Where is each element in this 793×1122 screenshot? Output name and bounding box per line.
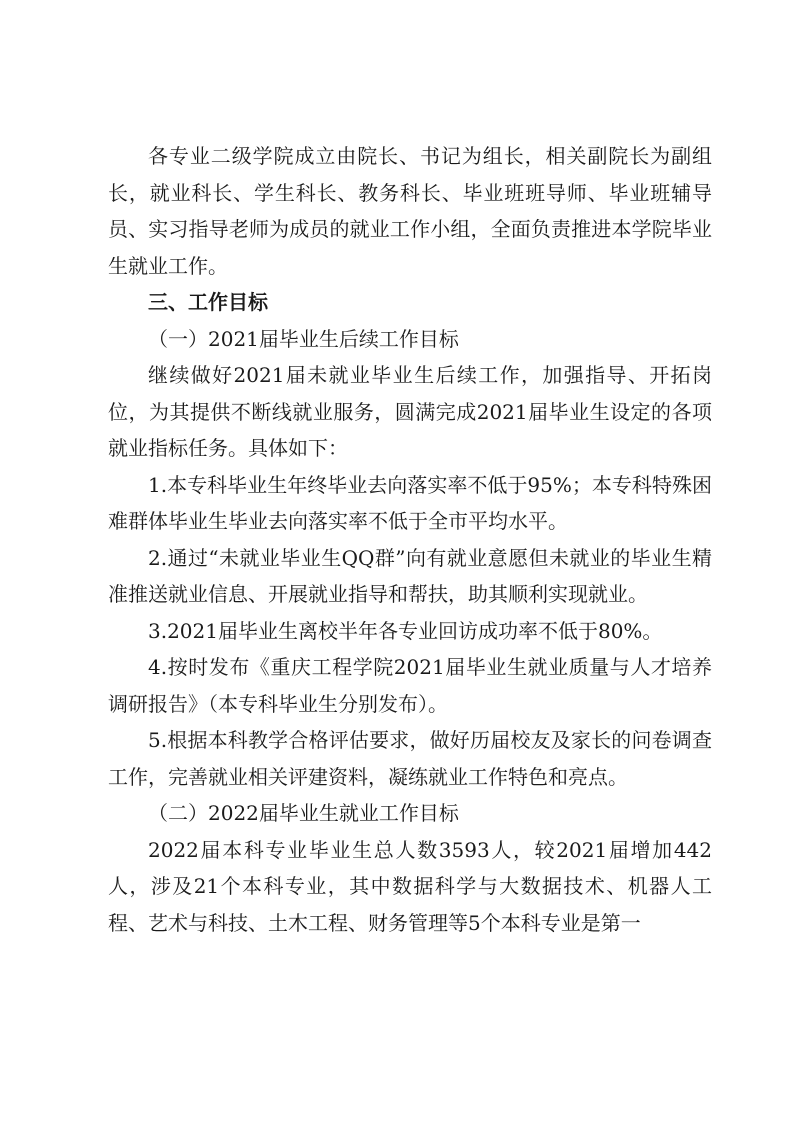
subsection-heading-2021: （一）2021届毕业生后续工作目标 xyxy=(148,326,459,351)
paragraph-2022-intro: 2022届本科专业毕业生总人数3593人，较2021届增加442人，涉及21个本科专业，其中数据科学与大数据技术、机器人工程、艺术与科技、土木工程、财务管理等5个本科专业是第一 xyxy=(108,837,712,935)
paragraph-2021-intro: 继续做好2021届未就业毕业生后续工作，加强指导、开拓岗位，为其提供不断线就业服务，圆满完成2021届毕业生设定的各项就业指标任务。具体如下： xyxy=(108,363,712,460)
paragraph-working-group: 各专业二级学院成立由院长、书记为组长，相关副院长为副组长，就业科长、学生科长、教务科长、毕业班班导师、毕业班辅导员、实习指导老师为成员的就业工作小组，全面负责推进本学院毕业生就业工作。 xyxy=(108,144,712,278)
section-heading-work-goals: 三、工作目标 xyxy=(148,290,268,314)
document-body xyxy=(108,138,712,941)
list-item-4: 4.按时发布《重庆工程学院2021届毕业生就业质量与人才培养调研报告》（本专科毕业生分别发布）。 xyxy=(108,655,712,716)
subsection-heading-2022: （二）2022届毕业生就业工作目标 xyxy=(148,801,459,825)
list-item-5: 5.根据本科教学合格评估要求，做好历届校友及家长的问卷调查工作，完善就业相关评建资料，凝练就业工作特色和亮点。 xyxy=(108,728,712,789)
list-item-3: 3.2021届毕业生离校半年各专业回访成功率不低于80%。 xyxy=(148,618,663,643)
list-item-2: 2.通过“未就业毕业生QQ群”向有就业意愿但未就业的毕业生精准推送就业信息、开展就业指导和帮扶，助其顺利实现就业。 xyxy=(108,545,712,606)
list-item-1: 1.本专科毕业生年终毕业去向落实率不低于95%；本专科特殊困难群体毕业生毕业去向落实率不低于全市平均水平。 xyxy=(108,472,712,533)
